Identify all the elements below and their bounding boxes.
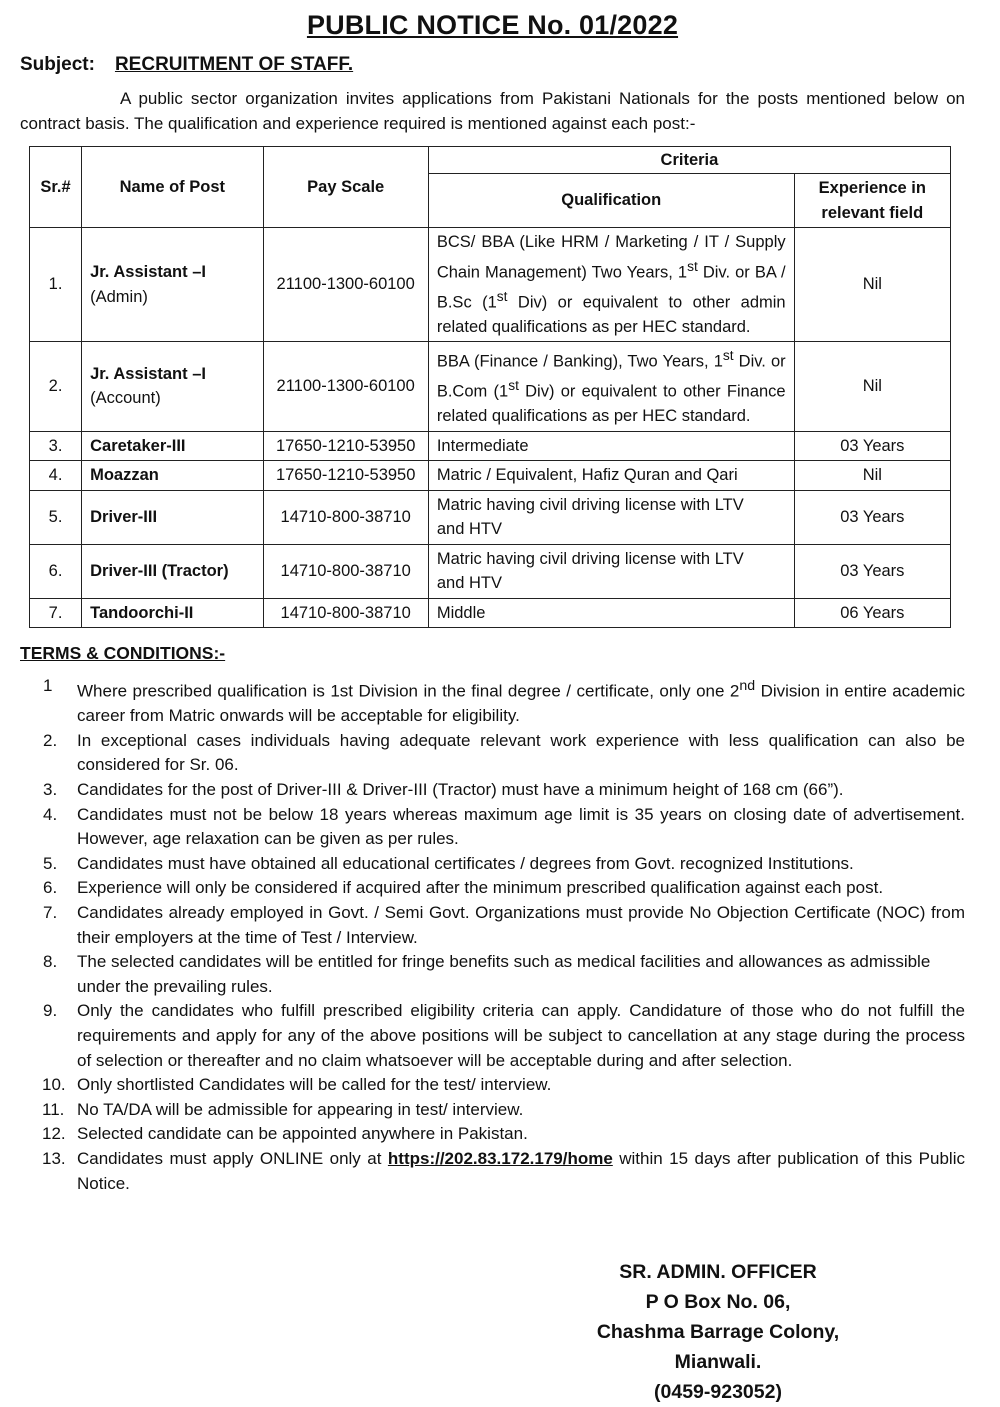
qual-sup: st bbox=[722, 348, 734, 363]
row-post bbox=[82, 228, 263, 342]
subject-line bbox=[20, 54, 353, 76]
row-experience: 03 Years bbox=[794, 490, 950, 544]
list-item bbox=[20, 778, 965, 803]
row-post: Caretaker-III bbox=[82, 431, 263, 461]
term-number: 8. bbox=[43, 952, 58, 972]
row-sr: 5. bbox=[30, 490, 82, 544]
row-sr: 4. bbox=[30, 461, 82, 491]
table-row bbox=[30, 342, 951, 432]
row-sr: 7. bbox=[30, 598, 82, 628]
term-text-part: within 15 days after publication of this Public Notice. bbox=[77, 1148, 965, 1193]
term-text: Candidates must not be below 18 years whereas maximum age limit is 35 years on closing date of advertisement. However, age relaxation can be given as per rules. bbox=[77, 804, 965, 849]
header-sr: Sr.# bbox=[30, 147, 82, 228]
term-number: 1 bbox=[43, 676, 53, 695]
term-number: 3. bbox=[43, 780, 58, 800]
apply-online-link[interactable]: https://202.83.172.179/home bbox=[387, 1148, 613, 1168]
row-qualification bbox=[428, 228, 794, 342]
term-number: 4. bbox=[43, 804, 58, 824]
term-number: 7. bbox=[43, 903, 58, 922]
list-item bbox=[20, 674, 965, 729]
qual-text: BBA (Finance / Banking), Two Years, 1 bbox=[436, 352, 723, 371]
intro-paragraph bbox=[20, 87, 965, 136]
term-text: The selected candidates will be entitled for fringe benefits such as medical facilities and allowances as admissible under the prevailing rules. bbox=[77, 952, 931, 996]
row-pay: 14710-800-38710 bbox=[263, 598, 428, 628]
terms-heading: TERMS & CONDITIONS:- bbox=[20, 643, 226, 663]
qual-text: Div) or equivalent to other admin related qualifications as per HEC standard. bbox=[436, 293, 786, 336]
row-experience: Nil bbox=[794, 342, 950, 432]
signatory-city: Mianwali. bbox=[674, 1351, 762, 1373]
row-qualification bbox=[428, 342, 794, 432]
subject-text: RECRUITMENT OF STAFF. bbox=[114, 54, 354, 75]
row-sr: 2. bbox=[30, 342, 82, 432]
table-row bbox=[30, 490, 951, 544]
signatory-pobox: P O Box No. 06, bbox=[645, 1291, 791, 1313]
qual-text: Div. or BA / B.Sc (1 bbox=[436, 263, 786, 311]
post-name: Jr. Assistant –I bbox=[90, 364, 206, 383]
row-sr: 3. bbox=[30, 431, 82, 461]
row-experience: 06 Years bbox=[794, 598, 950, 628]
table-row bbox=[30, 461, 951, 491]
term-number: 11. bbox=[42, 1099, 65, 1119]
list-item bbox=[20, 876, 965, 901]
term-text: Candidates already employed in Govt. / Semi Govt. Organizations must provide No Objection Certificate (NOC) from their employers at the time of Test / Interview. bbox=[77, 903, 965, 947]
posts-table bbox=[29, 146, 951, 628]
header-pay: Pay Scale bbox=[263, 147, 428, 228]
row-pay: 17650-1210-53950 bbox=[263, 431, 428, 461]
row-qualification: Matric having civil driving license with LTV and HTV bbox=[428, 490, 794, 544]
subject-label: Subject: bbox=[20, 54, 95, 75]
post-dept: (Account) bbox=[90, 389, 161, 408]
row-pay: 14710-800-38710 bbox=[263, 490, 428, 544]
list-item bbox=[20, 729, 965, 778]
row-sr: 1. bbox=[30, 228, 82, 342]
row-pay: 14710-800-38710 bbox=[263, 544, 428, 598]
row-pay: 21100-1300-60100 bbox=[263, 342, 428, 432]
list-item bbox=[20, 1122, 965, 1147]
term-number: 5. bbox=[43, 853, 58, 873]
row-post: Driver-III (Tractor) bbox=[82, 544, 263, 598]
qual-text: BCS/ BBA (Like HRM / Marketing / IT / Supply Chain Management) Two Years, 1 bbox=[436, 233, 786, 281]
table-row bbox=[30, 431, 951, 461]
header-post: Name of Post bbox=[82, 147, 263, 228]
qual-text: Div. or B.Com (1 bbox=[436, 352, 786, 401]
terms-list bbox=[20, 674, 965, 1196]
intro-text: A public sector organization invites applications from Pakistani Nationals for the posts mentioned below on contract basis. The qualification and experience required is mentioned against each post:- bbox=[20, 89, 965, 133]
table-row bbox=[30, 544, 951, 598]
table-row bbox=[30, 228, 951, 342]
list-item bbox=[20, 803, 965, 852]
table-row bbox=[30, 598, 951, 628]
term-number: 13. bbox=[42, 1148, 66, 1168]
post-name: Jr. Assistant –I bbox=[90, 263, 206, 281]
notice-title: PUBLIC NOTICE No. 01/2022 bbox=[306, 10, 679, 40]
list-item bbox=[20, 901, 965, 950]
term-text-part: Division in entire academic career from Matric onwards will be acceptable for eligibility. bbox=[77, 681, 965, 726]
row-post: Moazzan bbox=[82, 461, 263, 491]
row-sr: 6. bbox=[30, 544, 82, 598]
term-text-part: Candidates must apply ONLINE only at bbox=[77, 1148, 388, 1168]
row-qualification: Intermediate bbox=[428, 431, 794, 461]
header-criteria: Criteria bbox=[428, 147, 950, 174]
term-text: Selected candidate can be appointed anywhere in Pakistan. bbox=[77, 1124, 528, 1144]
row-qualification: Middle bbox=[428, 598, 794, 628]
signatory-colony: Chashma Barrage Colony, bbox=[596, 1321, 840, 1343]
term-number: 10. bbox=[42, 1075, 66, 1095]
term-text: Experience will only be considered if acquired after the minimum prescribed qualification against each post. bbox=[77, 878, 884, 898]
row-experience: 03 Years bbox=[794, 431, 950, 461]
list-item bbox=[20, 1073, 965, 1098]
row-qualification: Matric / Equivalent, Hafiz Quran and Qari bbox=[428, 461, 794, 491]
row-qualification: Matric having civil driving license with LTV and HTV bbox=[428, 544, 794, 598]
term-number: 6. bbox=[43, 878, 58, 898]
term-number: 9. bbox=[43, 1001, 58, 1021]
term-text: Only the candidates who fulfill prescribed eligibility criteria can apply. Candidature of those who do not fulfill the requirements and apply for any of the above positions will be subject to cancellation at any stage during the process of selection or thereafter and no claim whatsoever will be acceptable during and after selection. bbox=[77, 1001, 965, 1070]
term-number: 12. bbox=[42, 1124, 66, 1144]
term-text: Only shortlisted Candidates will be called for the test/ interview. bbox=[77, 1075, 552, 1095]
row-post: Tandoorchi-II bbox=[82, 598, 263, 628]
term-text-part: Where prescribed qualification is 1st Division in the final degree / certificate, only one 2 bbox=[77, 681, 740, 701]
list-item bbox=[20, 950, 965, 999]
qual-text: Div) or equivalent to other Finance related qualifications as per HEC standard. bbox=[436, 382, 786, 425]
row-experience: 03 Years bbox=[794, 544, 950, 598]
list-item bbox=[20, 1098, 965, 1123]
list-item bbox=[20, 999, 965, 1073]
qual-sup: st bbox=[687, 258, 698, 274]
row-pay: 17650-1210-53950 bbox=[263, 461, 428, 491]
term-text: No TA/DA will be admissible for appearing in test/ interview. bbox=[77, 1099, 524, 1119]
header-qualification: Qualification bbox=[428, 174, 794, 228]
row-post bbox=[82, 342, 263, 432]
table-header-row bbox=[30, 147, 951, 174]
row-pay: 21100-1300-60100 bbox=[263, 228, 428, 342]
term-sup: nd bbox=[739, 678, 756, 694]
row-experience: Nil bbox=[794, 461, 950, 491]
qual-sup: st bbox=[496, 288, 508, 304]
term-text bbox=[77, 674, 965, 729]
header-experience: Experience in relevant field bbox=[794, 174, 950, 228]
qual-sup: st bbox=[508, 378, 519, 393]
signatory-title: SR. ADMIN. OFFICER bbox=[619, 1261, 817, 1283]
signature-block bbox=[568, 1257, 868, 1407]
term-text bbox=[77, 1147, 965, 1196]
signatory-phone: (0459-923052) bbox=[654, 1381, 782, 1403]
post-dept: (Admin) bbox=[90, 287, 148, 306]
term-text: Candidates for the post of Driver-III & Driver-III (Tractor) must have a minimum height of 168 cm (66”). bbox=[77, 780, 844, 800]
term-text: In exceptional cases individuals having adequate relevant work experience with less qualification can also be considered for Sr. 06. bbox=[77, 730, 965, 775]
row-experience: Nil bbox=[794, 228, 950, 342]
row-post: Driver-III bbox=[82, 490, 263, 544]
term-text: Candidates must have obtained all educational certificates / degrees from Govt. recognized Institutions. bbox=[77, 853, 854, 873]
term-number: 2. bbox=[43, 730, 58, 750]
list-item bbox=[20, 1147, 965, 1196]
list-item bbox=[20, 852, 965, 877]
